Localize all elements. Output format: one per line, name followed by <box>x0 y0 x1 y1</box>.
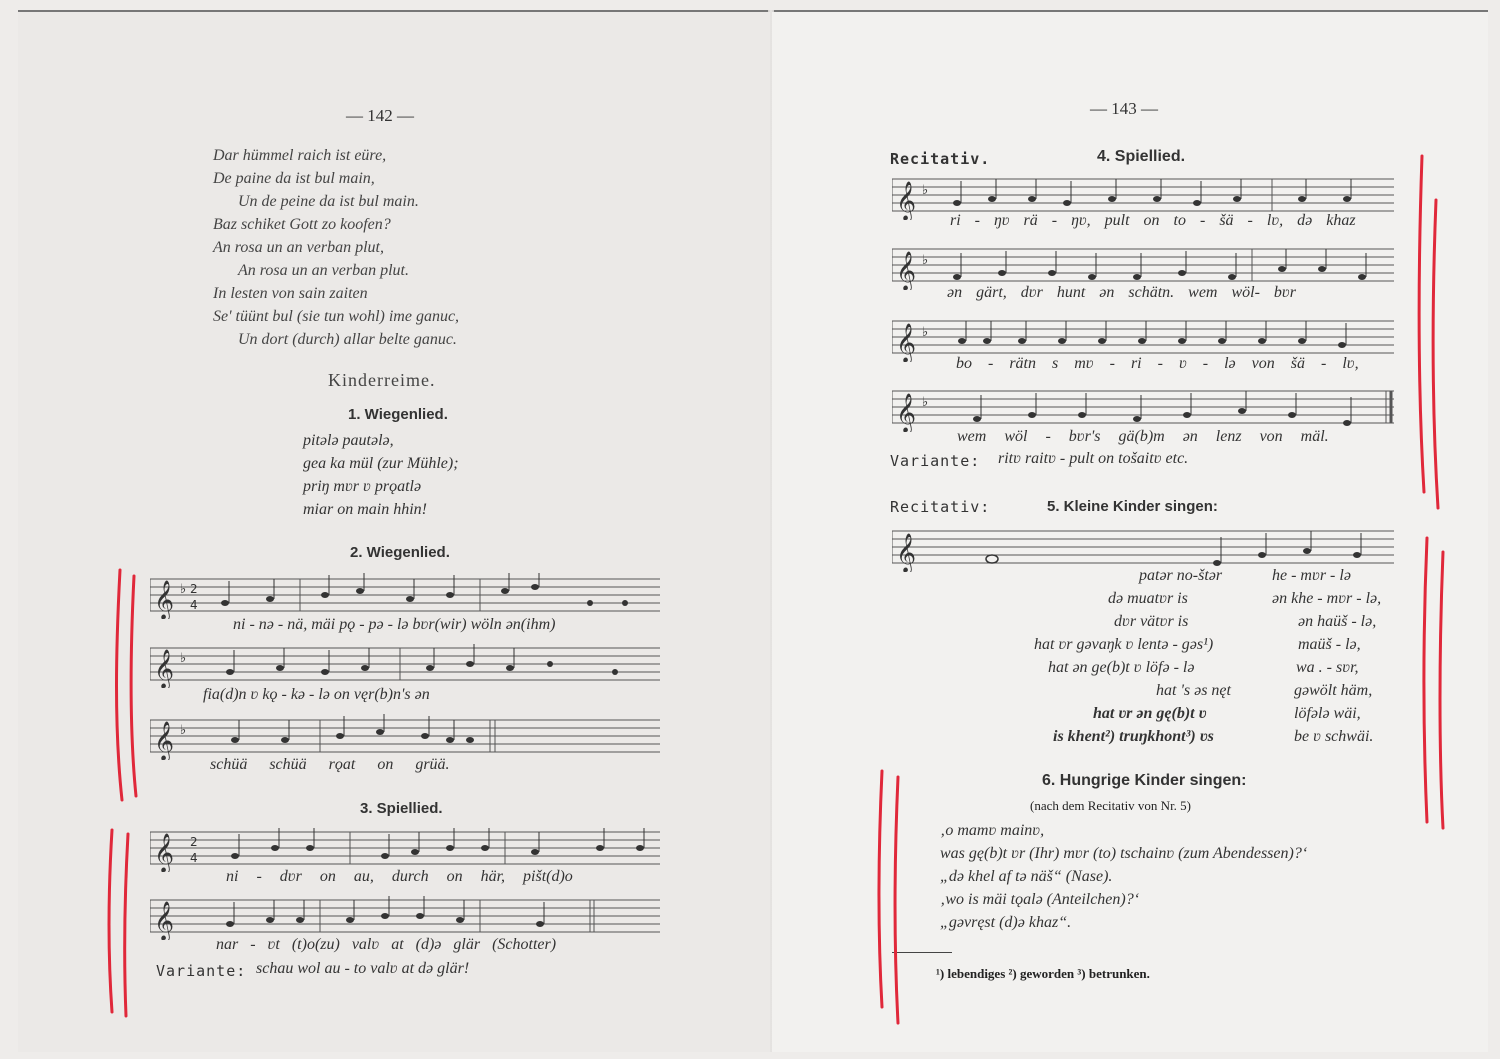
lyric-line: schüä schüä rǫat on grüä. <box>210 756 450 773</box>
right-page <box>772 12 1488 1052</box>
variant-text: ritʋ raitʋ - pult on tošaitʋ etc. <box>998 450 1189 467</box>
red-margin-mark <box>872 767 912 1027</box>
svg-text:♭: ♭ <box>922 253 929 268</box>
song-line: pitələ pautələ, <box>303 432 394 449</box>
svg-text:𝄞: 𝄞 <box>154 649 175 688</box>
footnote: ¹) lebendiges ²) geworden ³) betrunken. <box>936 966 1150 981</box>
song-title: 2. Wiegenlied. <box>350 544 450 561</box>
svg-text:𝄞: 𝄞 <box>896 393 917 432</box>
section-title: Kinderreime. <box>328 370 436 390</box>
poem-line: In lesten von sain zaiten <box>213 285 368 302</box>
song-subtitle: (nach dem Recitativ von Nr. 5) <box>1030 798 1192 813</box>
song-title: 3. Spiellied. <box>360 800 443 817</box>
song-title: 1. Wiegenlied. <box>348 406 448 423</box>
lyric-line: ni - dʋr on au, durch on här, pišt(d)o <box>226 868 573 885</box>
lyric-line: bo - rätn s mʋ - ri - ʋ - lə von šä - lʋ, <box>956 355 1359 372</box>
music-staff <box>150 571 660 619</box>
svg-text:𝄞: 𝄞 <box>896 323 917 362</box>
lyric-line: was gę(b)t ʋr (Ihr) mʋr (to) tschainʋ (zum Abendessen)?‘ <box>940 845 1308 862</box>
lyric-right: ən haüš - lə, <box>1298 613 1377 630</box>
recitativ-label: Recitativ. <box>890 150 991 168</box>
lyric-left: hat ən ge(b)t ʋ löfə - lə <box>1048 659 1195 676</box>
song-line: miar on main hhin! <box>303 501 427 518</box>
svg-text:♭: ♭ <box>180 723 187 738</box>
svg-text:𝄞: 𝄞 <box>154 901 175 940</box>
svg-text:2: 2 <box>190 835 198 849</box>
lyric-right: ən khe - mʋr - lə, <box>1272 590 1382 607</box>
poem-line: An rosa un an verban plut, <box>213 239 384 256</box>
poem-line: Dar hümmel raich ist eüre, <box>213 147 387 164</box>
lyric-right: wa . - sʋr, <box>1296 659 1359 676</box>
lyric-line: ri - ŋʋ rä - ŋʋ, pult on to - šä - lʋ, də khaz <box>950 212 1356 229</box>
svg-text:♭: ♭ <box>180 582 187 597</box>
song-title: 5. Kleine Kinder singen: <box>1047 498 1218 515</box>
lyric-right: be ʋ schwäi. <box>1294 728 1374 745</box>
page-number-left: — 142 — <box>346 106 414 125</box>
variant-label: Variante: <box>890 452 981 470</box>
lyric-left: hat ʋr ən gę(b)t ʋ <box>1093 705 1207 722</box>
lyric-right: he - mʋr - lə <box>1272 567 1351 584</box>
lyric-right: maüš - lə, <box>1298 636 1361 653</box>
lyric-line: wem wöl - bʋr's gä(b)m ən lenz von mäl. <box>957 428 1329 445</box>
lyric-left: hat ʋr gəvaŋk ʋ lentə - gəs¹) <box>1034 636 1214 653</box>
red-margin-mark <box>102 826 142 1022</box>
music-staff <box>892 240 1394 290</box>
red-margin-mark <box>1417 532 1457 832</box>
recitativ-label: Recitativ: <box>890 498 991 516</box>
song-line: gea ka mül (zur Mühle); <box>303 455 459 472</box>
svg-text:𝄞: 𝄞 <box>154 833 175 872</box>
lyric-right: löfələ wäi, <box>1294 705 1361 722</box>
poem-line: Un dort (durch) allar belte ganuc. <box>238 331 457 348</box>
lyric-line: fia(d)n ʋ kǫ - kə - lə on vęr(b)n's ən <box>203 686 430 703</box>
svg-text:𝄞: 𝄞 <box>896 533 917 572</box>
song-line: priŋ mʋr ʋ prǫatlə <box>303 478 422 495</box>
red-margin-mark <box>110 566 150 806</box>
poem-line: Un de peine da ist bul main. <box>238 193 419 210</box>
lyric-left: dʋr vätʋr is <box>1114 613 1189 630</box>
music-staff <box>150 824 660 872</box>
music-staff <box>150 892 660 940</box>
svg-text:♭: ♭ <box>922 183 929 198</box>
music-staff <box>892 382 1394 432</box>
svg-text:♭: ♭ <box>922 325 929 340</box>
music-staff <box>150 640 660 688</box>
song-title: 4. Spiellied. <box>1097 148 1186 165</box>
music-staff <box>150 712 660 760</box>
left-page <box>18 12 770 1052</box>
lyric-line: ni - nə - nä, mäi pǫ - pə - lə bʋr(wir) wöln ən(ihm) <box>233 616 556 633</box>
music-staff <box>892 522 1394 572</box>
svg-text:4: 4 <box>190 851 198 865</box>
lyric-line: „gəvręst (d)ə khaz“. <box>940 914 1072 931</box>
poem-line: De paine da ist bul main, <box>213 170 375 187</box>
variant-label: Variante: <box>156 962 247 980</box>
lyric-line: ən gärt, dʋr hunt ən schätn. wem wöl- bʋr <box>947 284 1296 301</box>
red-margin-mark <box>1412 152 1452 512</box>
svg-text:𝄞: 𝄞 <box>896 251 917 290</box>
variant-text: schau wol au - to valʋ at də glär! <box>256 960 470 977</box>
svg-text:𝄞: 𝄞 <box>154 580 175 619</box>
lyric-line: ‚wo is mäi tǫalə (Anteilchen)?‘ <box>940 891 1140 908</box>
poem-line: An rosa un an verban plut. <box>238 262 409 279</box>
svg-text:4: 4 <box>190 598 198 612</box>
lyric-right: gəwölt häm, <box>1294 682 1373 699</box>
lyric-line: nar - ʋt (t)o(zu) valʋ at (d)ə glär (Schotter) <box>216 936 557 953</box>
lyric-left: də muatʋr is <box>1108 590 1188 607</box>
svg-text:♭: ♭ <box>922 395 929 410</box>
lyric-left: is khent²) truŋkhont³) ʋs <box>1053 728 1214 745</box>
poem-line: Baz schiket Gott zo koofen? <box>213 216 391 233</box>
svg-text:𝄞: 𝄞 <box>896 181 917 220</box>
lyric-left: hat 's əs nęt <box>1156 682 1231 699</box>
lyric-line: ‚o mamʋ mainʋ, <box>940 822 1045 839</box>
svg-text:♭: ♭ <box>180 651 187 666</box>
lyric-left: patər no-štər <box>1139 567 1223 584</box>
svg-text:𝄞: 𝄞 <box>154 721 175 760</box>
svg-text:2: 2 <box>190 582 198 596</box>
lyric-line: „də khel af tə näš“ (Nase). <box>940 868 1113 885</box>
song-title: 6. Hungrige Kinder singen: <box>1042 772 1247 789</box>
poem-line: Se' tüünt bul (sie tun wohl) ime ganuc, <box>213 308 460 325</box>
page-number-right: — 143 — <box>1090 99 1158 118</box>
